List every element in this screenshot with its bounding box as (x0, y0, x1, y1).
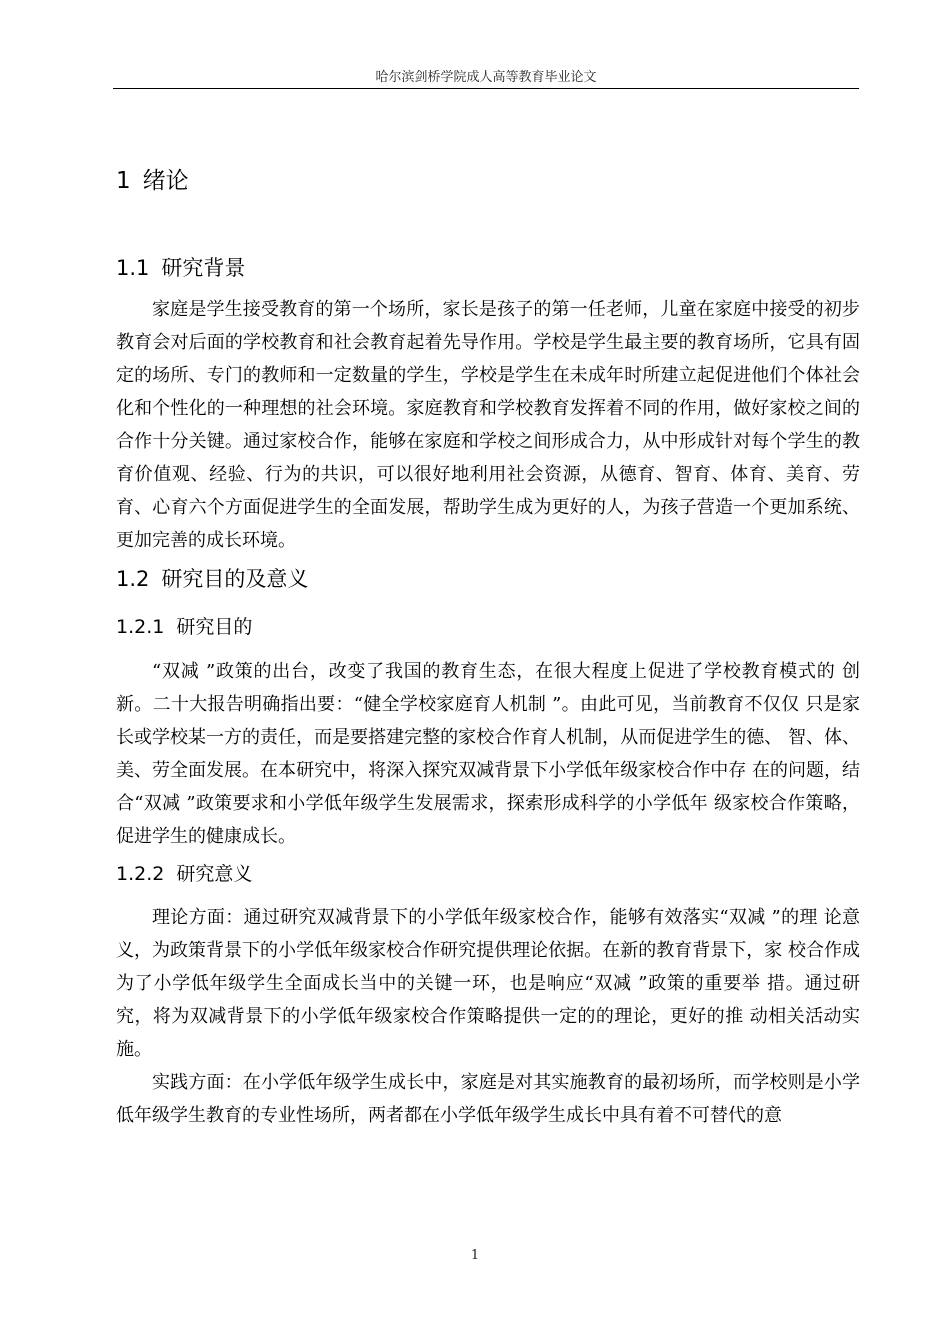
paragraph-practice: 实践方面：在小学低年级学生成长中，家庭是对其实施教育的最初场所，而学校则是小学低年级学生教育的专业性场所，两者都在小学低年级学生成长中具有着不可替代的意 (116, 1072, 860, 1126)
subsection-title: 研究意义 (176, 863, 253, 885)
subsection-number: 1.2.1 (116, 616, 165, 638)
subsection-title: 研究目的 (176, 616, 253, 638)
section-heading-1-2 (116, 563, 308, 593)
paragraph-background: 家庭是学生接受教育的第一个场所，家长是孩子的第一任老师，儿童在家庭中接受的初步教育会对后面的学校教育和社会教育起着先导作用。学校是学生最主要的教育场所，它具有固定的场所、专门的教师和一定数量的学生，学校是学生在未成年时所建立起促进他们个体社会化和个性化的一种理想的社会环境。家庭教育和学校教育发挥着不同的作用，做好家校之间的合作十分关键。通过家校合作，能够在家庭和学校之间形成合力，从中形成针对每个学生的教育价值观、经验、行为的共识，可以很好地利用社会资源，从德育、智育、体育、美育、劳育、心育六个方面促进学生的全面发展，帮助学生成为更好的人，为孩子营造一个更加系统、更加完善的成长环境。 (116, 299, 860, 551)
header-rule (113, 88, 859, 89)
page-header: 哈尔滨剑桥学院成人高等教育毕业论文 (375, 70, 597, 85)
chapter-heading (116, 162, 189, 195)
section-title: 研究目的及意义 (161, 567, 309, 591)
section-heading-1-1 (116, 252, 245, 282)
section-number: 1.2 (116, 567, 150, 591)
chapter-title: 绪论 (142, 168, 189, 194)
subsection-heading-1-2-2 (116, 859, 252, 886)
page-number: 1 (470, 1248, 480, 1263)
chapter-number: 1 (116, 168, 131, 194)
subsection-heading-1-2-1 (116, 612, 252, 639)
section-title: 研究背景 (161, 256, 246, 280)
section-number: 1.1 (116, 256, 150, 280)
paragraph-purpose: “双减 ”政策的出台，改变了我国的教育生态，在很大程度上促进了学校教育模式的 创新。二十大报告明确指出要：“健全学校家庭育人机制 ”。由此可见，当前教育不仅仅 只是家长或学校某一方的责任，而是要搭建完整的家校合作育人机制，从而促进学生的德、 智、体、美、劳全面发展。在本研究中，将深入探究双减背景下小学低年级家校合作中存 在的问题，结合“双减 ”政策要求和小学低年级学生发展需求，探索形成科学的小学低年 级家校合作策略，促进学生的健康成长。 (116, 661, 861, 847)
paragraph-theory: 理论方面：通过研究双减背景下的小学低年级家校合作，能够有效落实“双减 ”的理 论意义，为政策背景下的小学低年级家校合作研究提供理论依据。在新的教育背景下，家 校合作成为了小学低年级学生全面成长当中的关键一环，也是响应“双减 ”政策的重要举 措。通过研究，将为双减背景下的小学低年级家校合作策略提供一定的的理论，更好的推 动相关活动实施。 (116, 907, 860, 1060)
subsection-number: 1.2.2 (116, 863, 165, 885)
